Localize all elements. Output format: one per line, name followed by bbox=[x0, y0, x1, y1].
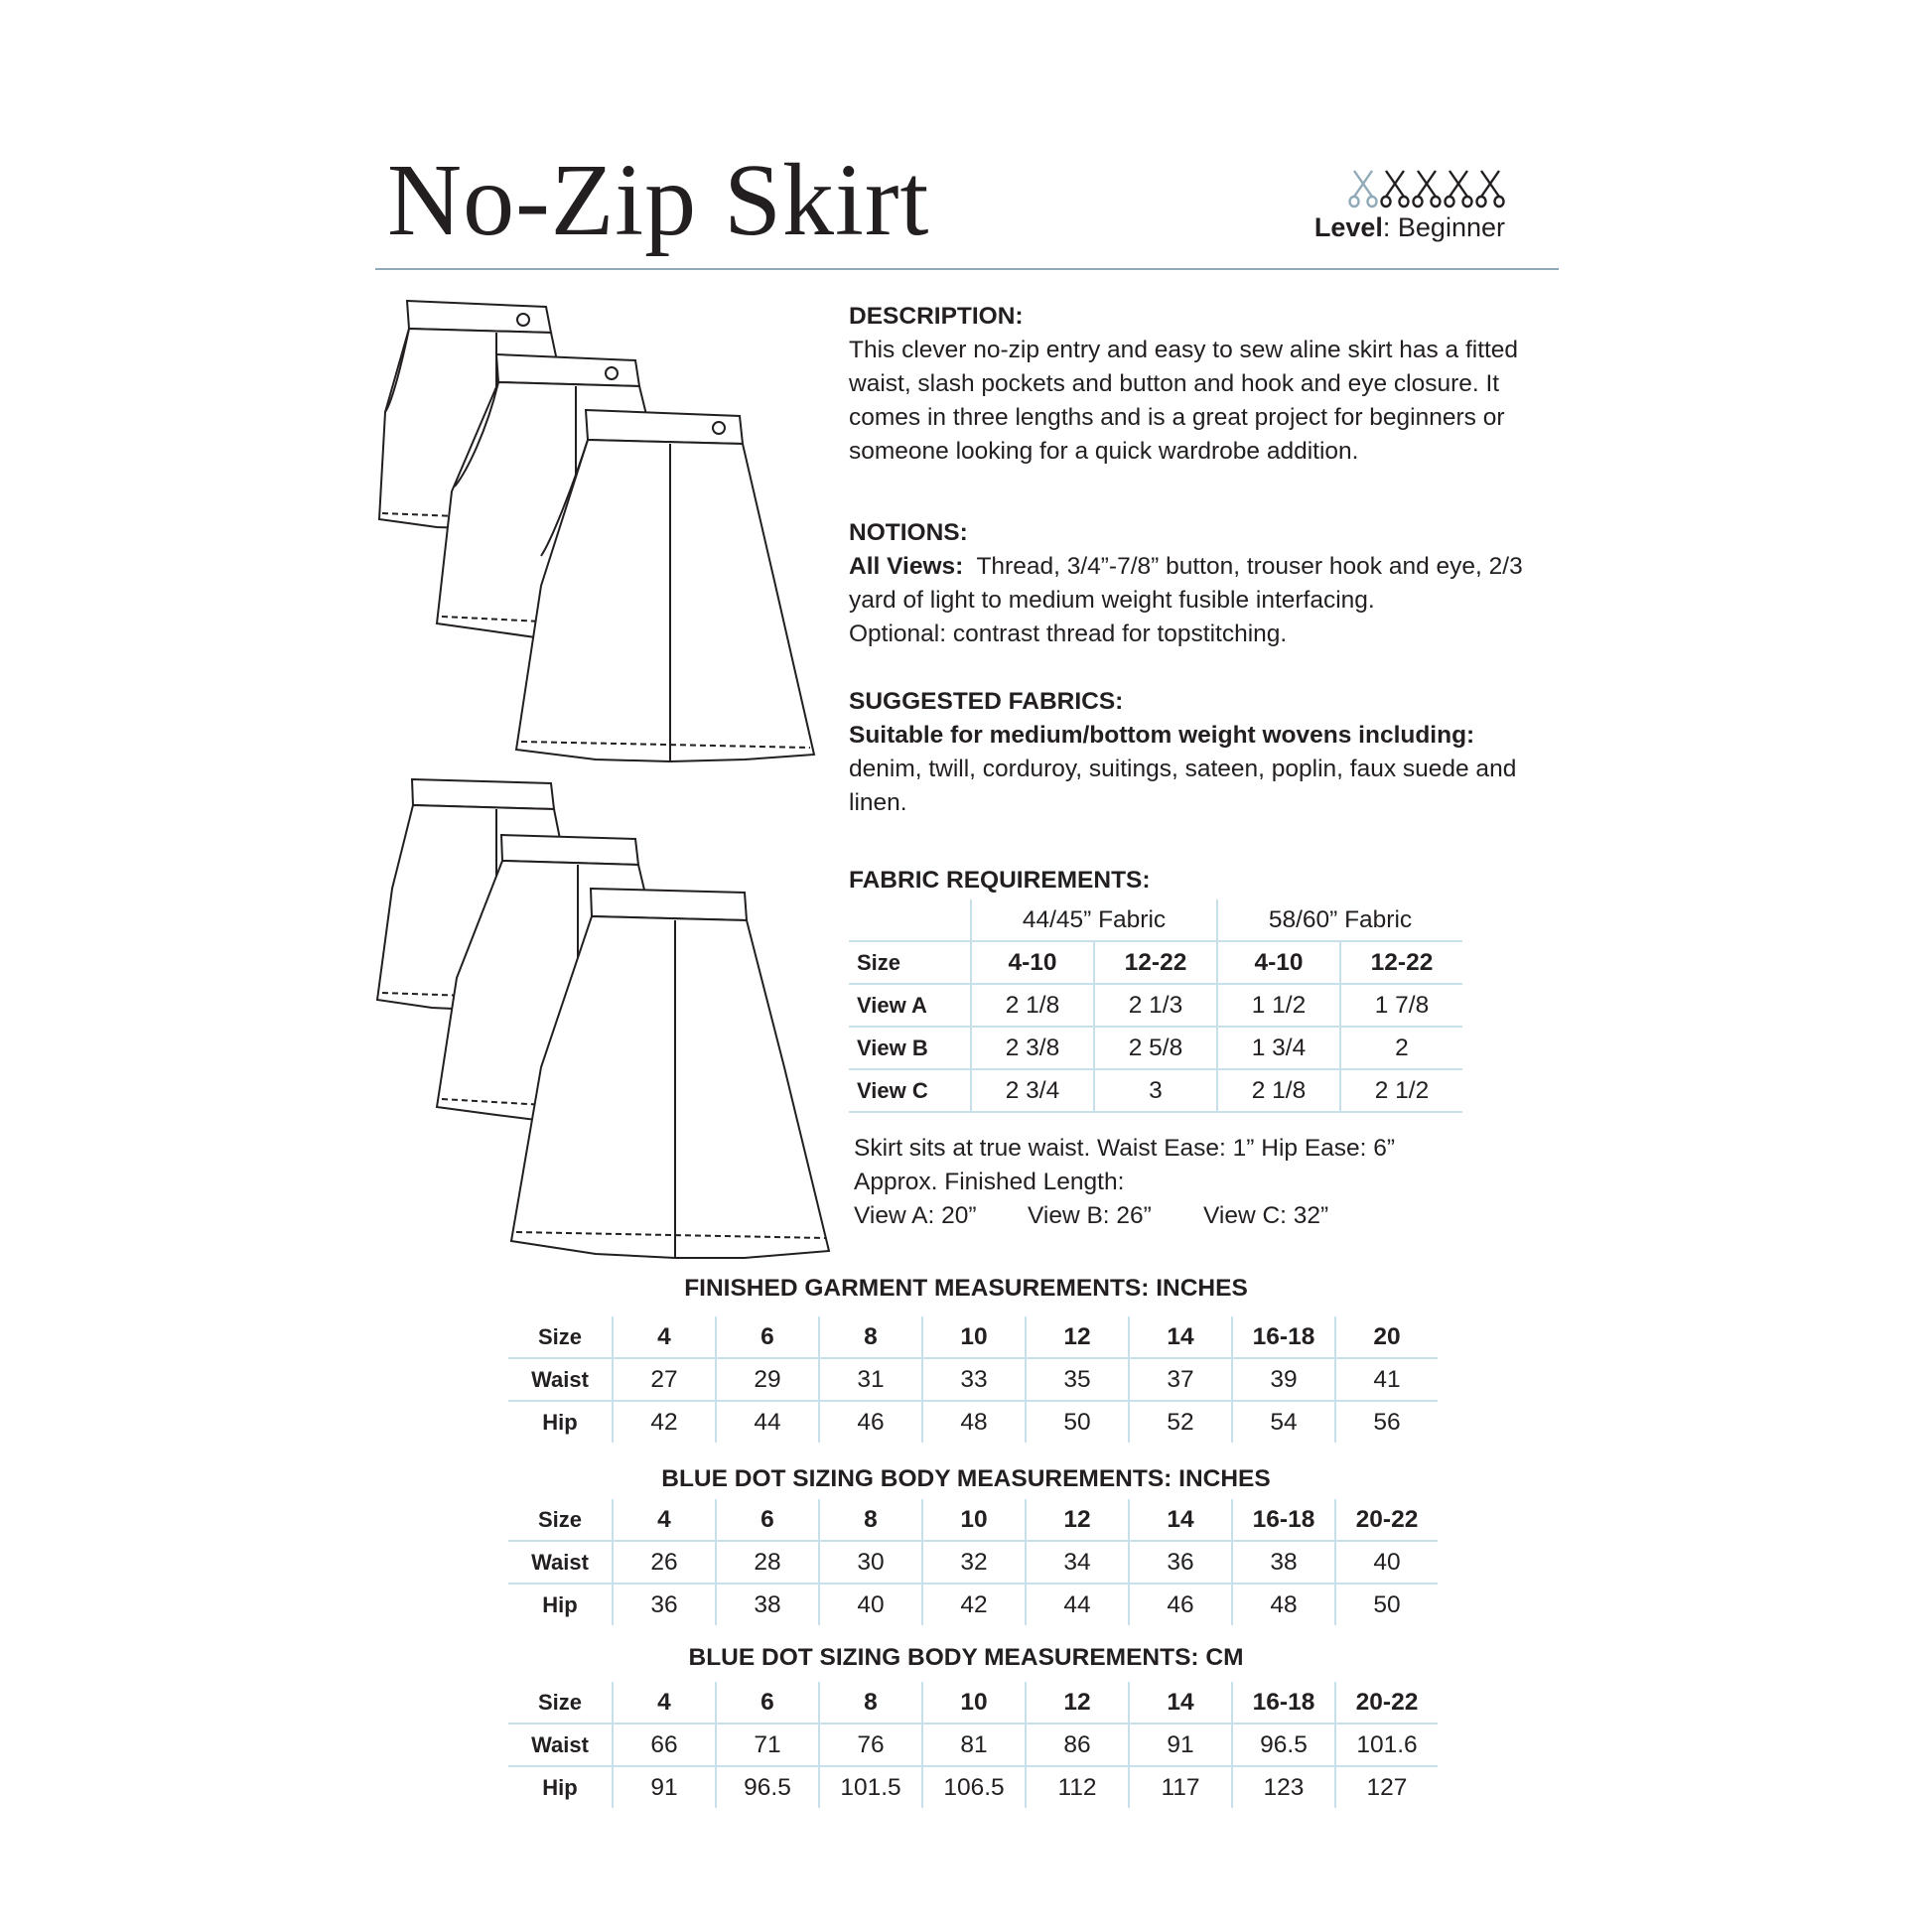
table-cell: 1 7/8 bbox=[1340, 984, 1462, 1027]
body-inches-title: BLUE DOT SIZING BODY MEASUREMENTS: INCHES bbox=[661, 1465, 1271, 1492]
size-header: 12-22 bbox=[1094, 941, 1217, 984]
fabrics-list: denim, twill, corduroy, suitings, sateen, poplin, faux suede and linen. bbox=[849, 756, 1517, 816]
notions-all-views bbox=[849, 550, 1554, 618]
table-cell: 86 bbox=[1026, 1724, 1129, 1766]
table-cell: 1 3/4 bbox=[1217, 1027, 1340, 1069]
size-header: 4 bbox=[613, 1499, 716, 1541]
table-cell: 42 bbox=[922, 1584, 1026, 1625]
table-cell: 46 bbox=[1129, 1584, 1232, 1625]
table-cell: 37 bbox=[1129, 1358, 1232, 1401]
size-header: 12 bbox=[1026, 1499, 1129, 1541]
size-header: 6 bbox=[716, 1682, 819, 1724]
table-cell: 31 bbox=[819, 1358, 922, 1401]
table-cell: 81 bbox=[922, 1724, 1026, 1766]
size-header: 4 bbox=[613, 1316, 716, 1358]
scissors-icon bbox=[1348, 169, 1378, 208]
table-cell: 112 bbox=[1026, 1766, 1129, 1808]
page-title: No-Zip Skirt bbox=[387, 143, 930, 257]
table-cell: 117 bbox=[1129, 1766, 1232, 1808]
size-label: Size bbox=[508, 1316, 613, 1358]
size-header: 8 bbox=[819, 1499, 922, 1541]
body-inches-table bbox=[508, 1499, 1438, 1625]
row-label: Waist bbox=[508, 1724, 613, 1766]
size-header: 10 bbox=[922, 1316, 1026, 1358]
table-cell: 2 3/8 bbox=[971, 1027, 1094, 1069]
table-cell: 66 bbox=[613, 1724, 716, 1766]
description-heading: DESCRIPTION: bbox=[849, 303, 1024, 330]
table-cell: 2 bbox=[1340, 1027, 1462, 1069]
row-label: Waist bbox=[508, 1541, 613, 1584]
table-cell: 48 bbox=[1232, 1584, 1335, 1625]
size-header: 10 bbox=[922, 1682, 1026, 1724]
size-label: Size bbox=[508, 1499, 613, 1541]
row-label: Hip bbox=[542, 1591, 578, 1617]
row-label: Hip bbox=[542, 1774, 578, 1800]
table-cell: 36 bbox=[1129, 1541, 1232, 1584]
table-cell: 101.6 bbox=[1335, 1724, 1438, 1766]
size-header: 20 bbox=[1335, 1316, 1438, 1358]
table-cell: 50 bbox=[1026, 1401, 1129, 1443]
fit-notes bbox=[854, 1132, 1549, 1233]
table-cell: 38 bbox=[1232, 1541, 1335, 1584]
table-row bbox=[508, 1499, 1438, 1541]
table-row bbox=[508, 1724, 1438, 1766]
table-cell: 40 bbox=[819, 1584, 922, 1625]
row-label: Hip bbox=[542, 1409, 578, 1435]
size-header: 12 bbox=[1026, 1682, 1129, 1724]
scissors-icon bbox=[1475, 169, 1505, 208]
finished-garment-title: FINISHED GARMENT MEASUREMENTS: INCHES bbox=[684, 1275, 1248, 1302]
table-cell: 27 bbox=[613, 1358, 716, 1401]
fabrics-section bbox=[849, 685, 1554, 820]
table-cell: 2 1/8 bbox=[1217, 1069, 1340, 1112]
table-cell: 2 3/4 bbox=[971, 1069, 1094, 1112]
row-label: View C bbox=[849, 1069, 971, 1112]
group-header-44: 44/45” Fabric bbox=[971, 899, 1217, 941]
table-cell: 46 bbox=[819, 1401, 922, 1443]
scissors-icon bbox=[1412, 169, 1442, 208]
size-header: 6 bbox=[716, 1316, 819, 1358]
table-cell: 48 bbox=[922, 1401, 1026, 1443]
fabric-req-heading: FABRIC REQUIREMENTS: bbox=[849, 867, 1151, 894]
row-label: View B bbox=[849, 1027, 971, 1069]
size-header: 8 bbox=[819, 1316, 922, 1358]
all-views-label: All Views: bbox=[849, 553, 964, 580]
size-header: 16-18 bbox=[1232, 1682, 1335, 1724]
finished-garment-table bbox=[508, 1316, 1438, 1443]
table-cell: 30 bbox=[819, 1541, 922, 1584]
length-view-b: View B: 26” bbox=[1028, 1202, 1152, 1229]
table-row bbox=[849, 1027, 1462, 1069]
level-block bbox=[1314, 169, 1505, 243]
table-cell: 91 bbox=[613, 1766, 716, 1808]
table-cell: 35 bbox=[1026, 1358, 1129, 1401]
all-views-text: Thread, 3/4”-7/8” button, trouser hook and eye, 2/3 yard of light to medium weight fusible interfacing. bbox=[849, 553, 1523, 614]
table-cell: 34 bbox=[1026, 1541, 1129, 1584]
table-cell: 91 bbox=[1129, 1724, 1232, 1766]
size-header: 16-18 bbox=[1232, 1316, 1335, 1358]
size-header: 16-18 bbox=[1232, 1499, 1335, 1541]
table-row bbox=[508, 1766, 1438, 1808]
body-cm-table bbox=[508, 1682, 1438, 1808]
size-header: 20-22 bbox=[1335, 1682, 1438, 1724]
size-label: Size bbox=[508, 1682, 613, 1724]
description-section bbox=[849, 300, 1554, 469]
table-cell: 2 5/8 bbox=[1094, 1027, 1217, 1069]
table-cell: 3 bbox=[1094, 1069, 1217, 1112]
table-cell: 76 bbox=[819, 1724, 922, 1766]
scissors-rating bbox=[1314, 169, 1505, 208]
table-cell: 28 bbox=[716, 1541, 819, 1584]
table-cell: 52 bbox=[1129, 1401, 1232, 1443]
table-row bbox=[508, 1541, 1438, 1584]
table-cell: 71 bbox=[716, 1724, 819, 1766]
table-cell: 29 bbox=[716, 1358, 819, 1401]
table-cell: 32 bbox=[922, 1541, 1026, 1584]
table-cell: 44 bbox=[716, 1401, 819, 1443]
table-cell: 96.5 bbox=[716, 1766, 819, 1808]
table-cell: 38 bbox=[716, 1584, 819, 1625]
table-row bbox=[508, 1584, 1438, 1625]
size-header: 14 bbox=[1129, 1316, 1232, 1358]
table-row bbox=[508, 1682, 1438, 1724]
table-cell: 101.5 bbox=[819, 1766, 922, 1808]
table-cell: 26 bbox=[613, 1541, 716, 1584]
length-view-c: View C: 32” bbox=[1203, 1202, 1329, 1229]
table-row bbox=[849, 984, 1462, 1027]
table-cell: 41 bbox=[1335, 1358, 1438, 1401]
table-cell: 33 bbox=[922, 1358, 1026, 1401]
size-header: 4-10 bbox=[1217, 941, 1340, 984]
notions-section bbox=[849, 516, 1554, 651]
description-body: This clever no-zip entry and easy to sew aline skirt has a fitted waist, slash pockets and button and hook and eye closure. It comes in three lengths and is a great project for beginners or someone looking for a quick wardrobe addition. bbox=[849, 337, 1519, 465]
size-header: 6 bbox=[716, 1499, 819, 1541]
fabrics-bold-line: Suitable for medium/bottom weight wovens including: bbox=[849, 722, 1475, 749]
level-line bbox=[1314, 212, 1505, 243]
table-row bbox=[508, 1316, 1438, 1358]
table-cell: 39 bbox=[1232, 1358, 1335, 1401]
row-label: Waist bbox=[508, 1358, 613, 1401]
fabric-requirements-table bbox=[849, 899, 1462, 1113]
notions-optional: Optional: contrast thread for topstitching. bbox=[849, 621, 1288, 647]
table-cell: 123 bbox=[1232, 1766, 1335, 1808]
table-cell: 42 bbox=[613, 1401, 716, 1443]
header-divider bbox=[375, 268, 1559, 270]
length-view-a: View A: 20” bbox=[854, 1202, 977, 1229]
table-cell: 56 bbox=[1335, 1401, 1438, 1443]
fit-note-lengths bbox=[854, 1199, 1549, 1233]
table-cell: 127 bbox=[1335, 1766, 1438, 1808]
fit-note-length-label: Approx. Finished Length: bbox=[854, 1169, 1125, 1195]
fabrics-heading: SUGGESTED FABRICS: bbox=[849, 688, 1124, 715]
scissors-icon bbox=[1444, 169, 1473, 208]
size-header: 10 bbox=[922, 1499, 1026, 1541]
size-header: 4 bbox=[613, 1682, 716, 1724]
table-row bbox=[849, 1069, 1462, 1112]
fabric-req-heading-wrap bbox=[849, 864, 1554, 897]
fit-note-ease: Skirt sits at true waist. Waist Ease: 1” Hip Ease: 6” bbox=[854, 1135, 1396, 1162]
table-cell: 106.5 bbox=[922, 1766, 1026, 1808]
scissors-icon bbox=[1380, 169, 1410, 208]
size-header: 14 bbox=[1129, 1499, 1232, 1541]
size-header: 20-22 bbox=[1335, 1499, 1438, 1541]
table-cell: 36 bbox=[613, 1584, 716, 1625]
size-label: Size bbox=[849, 941, 971, 984]
table-cell: 50 bbox=[1335, 1584, 1438, 1625]
group-header-58: 58/60” Fabric bbox=[1217, 899, 1462, 941]
body-cm-title: BLUE DOT SIZING BODY MEASUREMENTS: CM bbox=[688, 1644, 1244, 1671]
table-cell: 2 1/2 bbox=[1340, 1069, 1462, 1112]
size-header: 14 bbox=[1129, 1682, 1232, 1724]
row-label: View A bbox=[849, 984, 971, 1027]
size-header: 4-10 bbox=[971, 941, 1094, 984]
size-header: 12 bbox=[1026, 1316, 1129, 1358]
table-row bbox=[508, 1358, 1438, 1401]
skirt-illustrations bbox=[347, 293, 834, 1266]
table-row bbox=[849, 899, 1462, 941]
level-label: Level bbox=[1313, 212, 1383, 242]
size-header: 8 bbox=[819, 1682, 922, 1724]
table-row bbox=[508, 1401, 1438, 1443]
table-cell: 44 bbox=[1026, 1584, 1129, 1625]
level-value: : Beginner bbox=[1382, 212, 1505, 242]
table-cell: 40 bbox=[1335, 1541, 1438, 1584]
table-cell: 2 1/8 bbox=[971, 984, 1094, 1027]
size-header: 12-22 bbox=[1340, 941, 1462, 984]
table-cell: 2 1/3 bbox=[1094, 984, 1217, 1027]
table-row bbox=[849, 941, 1462, 984]
notions-heading: NOTIONS: bbox=[849, 519, 968, 546]
table-cell: 96.5 bbox=[1232, 1724, 1335, 1766]
table-cell: 54 bbox=[1232, 1401, 1335, 1443]
table-cell: 1 1/2 bbox=[1217, 984, 1340, 1027]
